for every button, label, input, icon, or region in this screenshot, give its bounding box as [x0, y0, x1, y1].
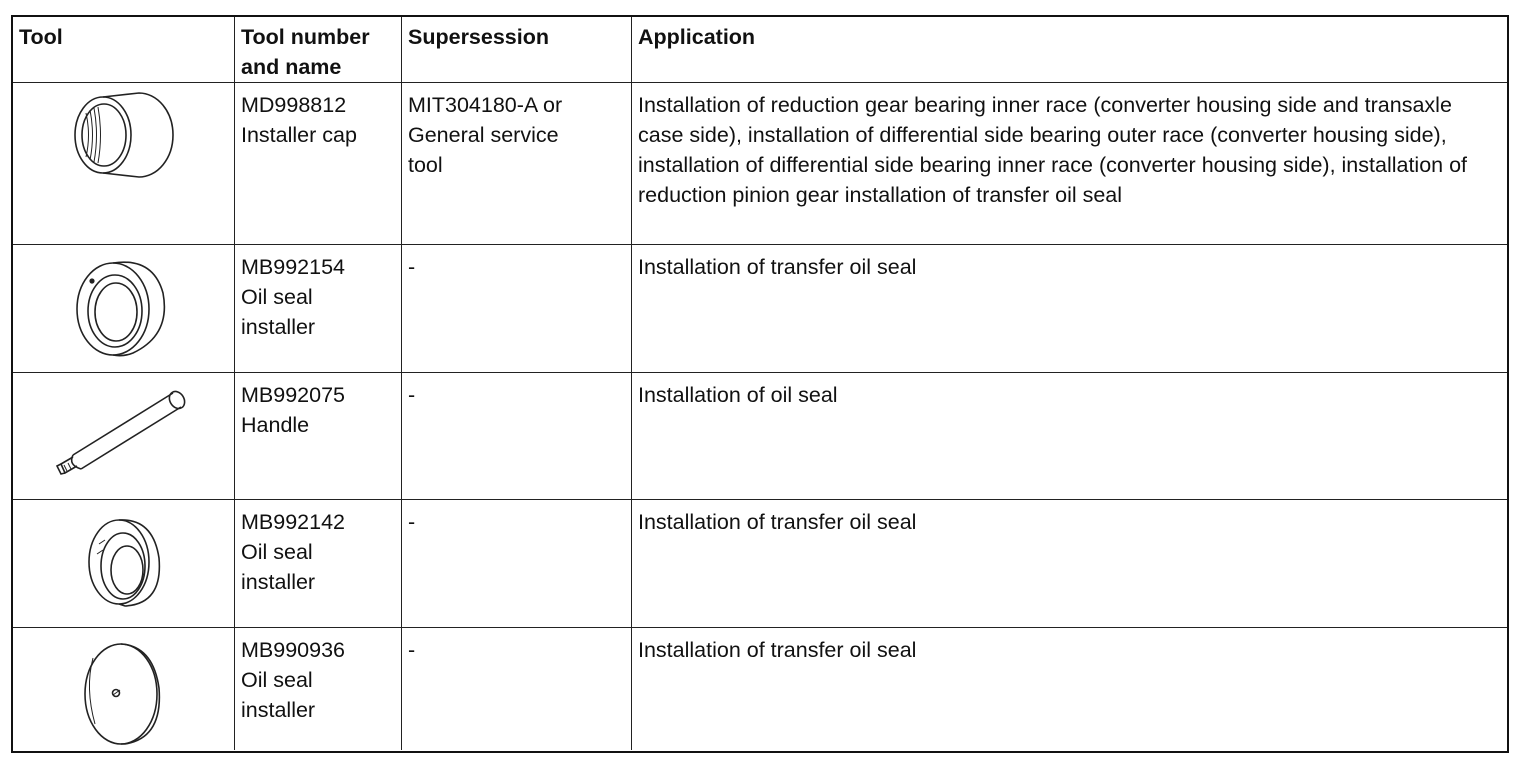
tool-number: MB990936 [241, 638, 345, 662]
tool-image-cell [13, 83, 235, 244]
header-supersession: Supersession [402, 17, 632, 82]
header-tool-number [235, 17, 402, 82]
tool-number-cell [235, 83, 402, 244]
tool-number-cell [235, 500, 402, 627]
tool-number-cell [235, 373, 402, 499]
oil-seal-installer-icon [13, 500, 235, 628]
tool-number: MD998812 [241, 93, 347, 117]
tool-name-line2: installer [241, 315, 316, 339]
supersession-line3: tool [408, 153, 443, 177]
header-tool-number-line1: Tool number [241, 25, 370, 49]
tool-number: MB992154 [241, 255, 345, 279]
tool-image-cell [13, 628, 235, 750]
table-row [13, 628, 1507, 750]
tool-name-line1: Oil seal [241, 668, 313, 692]
tool-number-cell [235, 245, 402, 372]
tool-image-cell [13, 373, 235, 499]
table-row [13, 500, 1507, 628]
tool-name-line1: Oil seal [241, 285, 313, 309]
supersession-cell: - [402, 628, 632, 750]
header-application: Application [638, 25, 756, 49]
supersession-cell: - [402, 245, 632, 372]
table-header-row [13, 17, 1507, 83]
application-cell: Installation of transfer oil seal [638, 255, 917, 279]
oil-seal-installer-icon [13, 628, 235, 750]
supersession-cell [402, 83, 632, 244]
special-tools-table [11, 15, 1509, 753]
application-cell: Installation of transfer oil seal [638, 638, 917, 662]
tool-name-line1: Oil seal [241, 540, 313, 564]
tool-image-cell [13, 245, 235, 372]
table-row [13, 373, 1507, 500]
table-row [13, 245, 1507, 373]
supersession-cell: - [402, 373, 632, 499]
supersession-cell: - [402, 500, 632, 627]
tool-number: MB992142 [241, 510, 345, 534]
supersession-line1: MIT304180-A or [408, 93, 563, 117]
handle-icon [13, 373, 235, 500]
application-cell: Installation of transfer oil seal [638, 510, 917, 534]
tool-number-cell [235, 628, 402, 750]
installer-cap-icon [13, 83, 235, 245]
tool-name-line2: installer [241, 570, 316, 594]
tool-image-cell [13, 500, 235, 627]
header-tool-number-line2: and name [241, 55, 342, 79]
application-cell: Installation of reduction gear bearing inner race (converter housing side and transaxle case side), installation of differential side bearing outer race (converter housing side), installation of differential side bearing inner race (converter housing side), installation of reduction pinion gear installation of transfer oil seal [638, 93, 1468, 207]
oil-seal-installer-icon [13, 245, 235, 373]
tool-name: Installer cap [241, 123, 357, 147]
table-row [13, 83, 1507, 245]
tool-name: Handle [241, 413, 310, 437]
supersession-line2: General service [408, 123, 559, 147]
application-cell: Installation of oil seal [638, 383, 838, 407]
tool-name-line2: installer [241, 698, 316, 722]
tool-number: MB992075 [241, 383, 345, 407]
header-tool: Tool [13, 17, 235, 82]
